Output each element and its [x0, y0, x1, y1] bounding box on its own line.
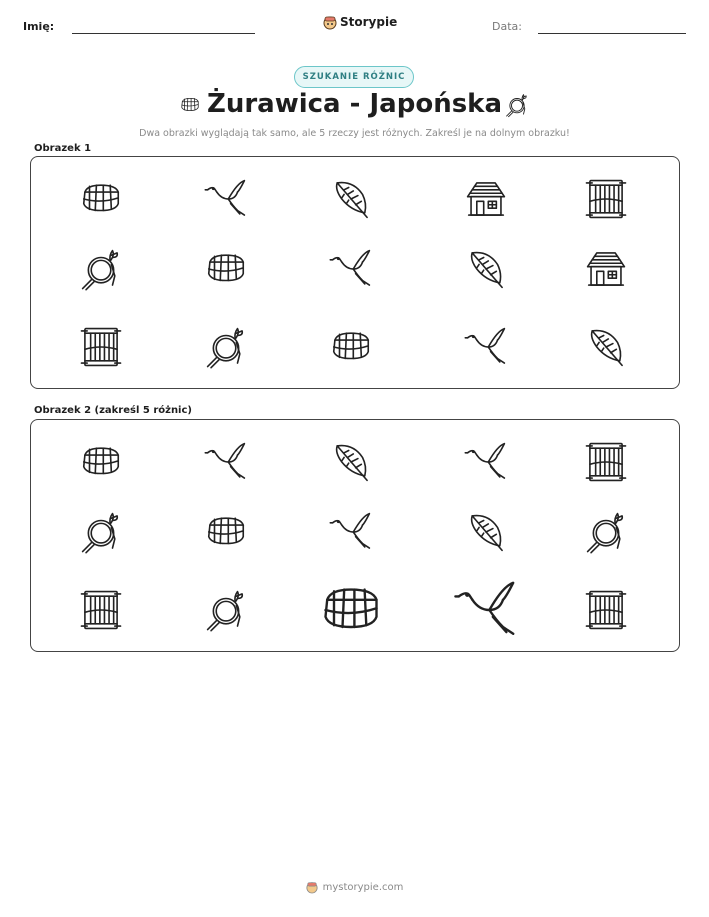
feather-icon: [328, 439, 374, 485]
picture-cell: [328, 324, 374, 370]
picture-cell: [463, 176, 509, 222]
picture-cell[interactable]: [328, 439, 374, 485]
hoop-icon: [78, 509, 124, 555]
hoop-icon: [583, 509, 629, 555]
crane-icon: [452, 576, 520, 644]
date-label: Data:: [492, 20, 522, 33]
hoop-icon: [78, 246, 124, 292]
picture-cell: [463, 246, 509, 292]
name-label: Imię:: [23, 20, 55, 33]
feather-icon: [328, 176, 374, 222]
picture-cell[interactable]: [463, 439, 509, 485]
futon-icon: [203, 246, 249, 292]
crane-icon: [328, 509, 374, 555]
picture-cell: [78, 324, 124, 370]
futon-icon: [317, 576, 385, 644]
picture-cell[interactable]: [583, 587, 629, 633]
loom-icon: [583, 439, 629, 485]
picture-cell: [583, 246, 629, 292]
picture-cell[interactable]: [328, 509, 374, 555]
activity-badge: SZUKANIE RÓŻNIC: [294, 66, 414, 88]
crane-icon: [463, 324, 509, 370]
house-icon: [463, 176, 509, 222]
futon-icon: [203, 509, 249, 555]
picture-cell[interactable]: [203, 587, 249, 633]
brand-logo: [323, 14, 397, 30]
loom-icon: [78, 587, 124, 633]
crane-icon: [463, 439, 509, 485]
pie-mascot-icon: [306, 880, 318, 894]
picture-cell: [78, 246, 124, 292]
date-line[interactable]: [538, 33, 686, 34]
picture-cell[interactable]: [317, 576, 385, 644]
picture-cell[interactable]: [583, 439, 629, 485]
crane-icon: [203, 439, 249, 485]
feather-icon: [463, 246, 509, 292]
picture-cell: [463, 324, 509, 370]
picture-cell[interactable]: [203, 439, 249, 485]
loom-icon: [78, 324, 124, 370]
picture-cell[interactable]: [78, 439, 124, 485]
picture-cell: [203, 246, 249, 292]
picture1-panel: [30, 156, 680, 389]
brand-name: Storypie: [340, 15, 398, 29]
picture-cell[interactable]: [78, 587, 124, 633]
picture-cell: [583, 324, 629, 370]
picture-cell: [203, 324, 249, 370]
picture1-label: Obrazek 1: [34, 143, 92, 154]
name-line[interactable]: [72, 33, 255, 34]
picture2-panel[interactable]: [30, 419, 680, 652]
picture-cell: [203, 176, 249, 222]
picture-cell[interactable]: [463, 509, 509, 555]
loom-icon: [583, 176, 629, 222]
picture2-label: Obrazek 2 (zakreśl 5 różnic): [34, 405, 192, 416]
picture-cell: [328, 246, 374, 292]
hoop-icon: [203, 587, 249, 633]
futon-icon: [78, 439, 124, 485]
feather-icon: [583, 324, 629, 370]
futon-icon: [78, 176, 124, 222]
picture-cell: [328, 176, 374, 222]
footer: [0, 880, 709, 894]
hoop-icon: [504, 91, 530, 119]
loom-icon: [583, 587, 629, 633]
instructions: Dwa obrazki wyglądają tak samo, ale 5 rzeczy jest różnych. Zakreśl je na dolnym obrazku!: [139, 128, 570, 139]
picture-cell[interactable]: [452, 576, 520, 644]
picture-cell: [583, 176, 629, 222]
futon-icon: [328, 324, 374, 370]
crane-icon: [203, 176, 249, 222]
picture-cell: [78, 176, 124, 222]
house-icon: [583, 246, 629, 292]
crane-icon: [328, 246, 374, 292]
hoop-icon: [203, 324, 249, 370]
title-right-icon-wrap: [504, 91, 530, 123]
picture-cell[interactable]: [203, 509, 249, 555]
pie-mascot-icon: [323, 14, 337, 30]
page-title: Żurawica - Japońska: [206, 89, 503, 119]
footer-site[interactable]: mystorypie.com: [322, 881, 404, 893]
feather-icon: [463, 509, 509, 555]
picture-cell[interactable]: [583, 509, 629, 555]
picture-cell[interactable]: [78, 509, 124, 555]
